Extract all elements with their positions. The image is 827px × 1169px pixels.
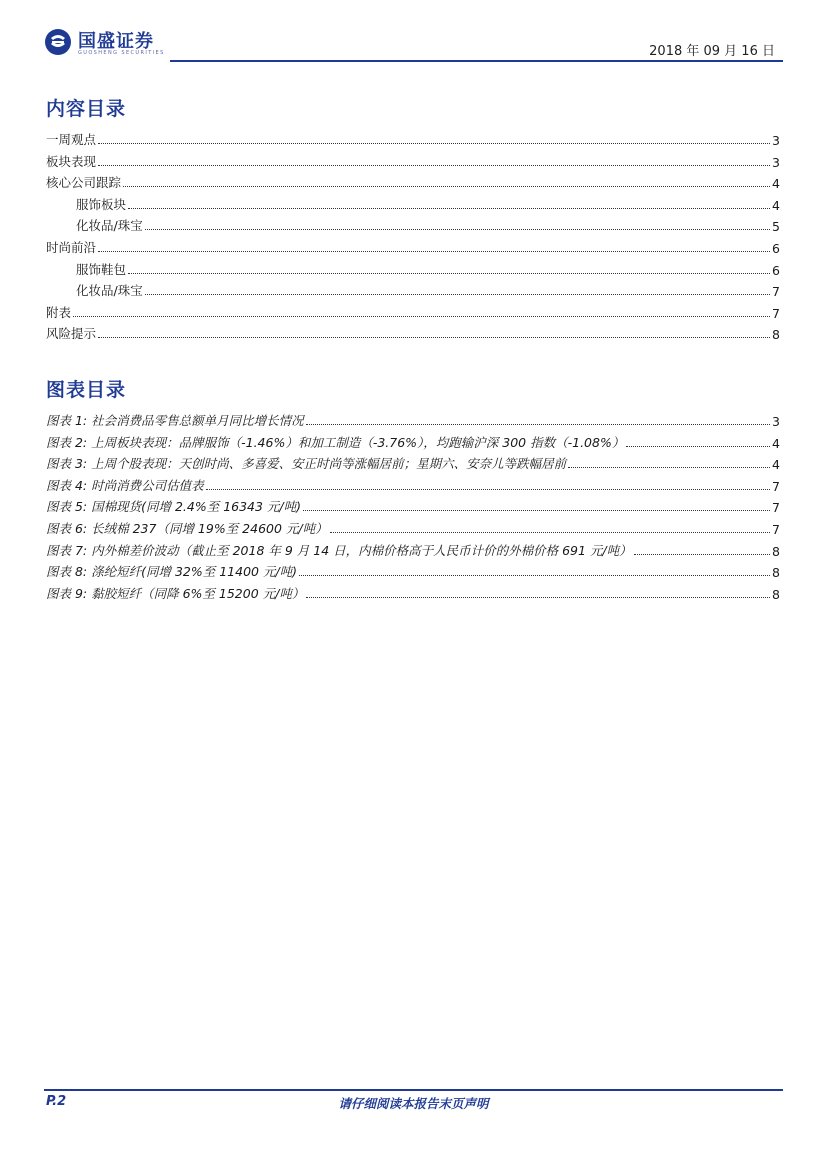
dot-leader — [128, 207, 770, 209]
dot-leader — [634, 553, 770, 555]
figure-entry-page: 8 — [772, 543, 780, 559]
dot-leader — [98, 164, 770, 166]
toc-title: 内容目录 — [46, 98, 127, 120]
figure-entry[interactable] — [46, 431, 780, 451]
dot-leader — [303, 509, 770, 511]
toc-entry-label: 附表 — [46, 304, 72, 320]
toc-entry-label: 风险提示 — [46, 326, 97, 342]
report-date: 2018 年 09 月 16 日 — [649, 44, 775, 59]
figure-entry-label: 图表 7: 内外棉差价波动（截止至 2018 年 9 月 14 日，内棉价格高于人民币计价的外棉价格 691 元/吨） — [46, 542, 632, 558]
figure-entry-label: 图表 5: 国棉现货(同增 2.4%至 16343 元/吨) — [46, 499, 302, 515]
toc-entry[interactable] — [76, 193, 780, 213]
figure-entry-label: 图表 1: 社会消费品零售总额单月同比增长情况 — [46, 413, 304, 428]
toc-entry-page: 6 — [772, 262, 780, 278]
toc-entry-page: 5 — [772, 219, 780, 235]
figure-entry-label: 图表 2: 上周板块表现：品牌服饰（-1.46%）和加工制造（-3.76%），均跑输沪深 300 指数（-1.08%） — [46, 434, 625, 450]
dot-leader — [145, 293, 770, 295]
figure-entry[interactable] — [46, 517, 780, 537]
toc-entry[interactable] — [76, 258, 780, 278]
figure-entry-label: 图表 8: 涤纶短纤(同增 32%至 11400 元/吨) — [46, 564, 298, 580]
toc-entry-page: 4 — [772, 197, 780, 213]
toc-entry-label: 服饰鞋包 — [76, 261, 127, 277]
toc-entry-label: 核心公司跟踪 — [46, 175, 122, 191]
dot-leader — [98, 250, 770, 252]
dot-leader — [128, 272, 770, 274]
figure-entry-page: 4 — [772, 457, 780, 473]
toc-entry[interactable] — [46, 322, 780, 342]
figure-entry-label: 图表 9: 黏胶短纤（同降 6%至 15200 元/吨） — [46, 585, 305, 601]
figure-entry-page: 7 — [772, 478, 780, 494]
dot-leader — [330, 531, 770, 533]
toc-entry-label: 化妆品/珠宝 — [76, 283, 143, 299]
toc-entry-label: 化妆品/珠宝 — [76, 218, 143, 234]
page-number: P.2 — [46, 1094, 67, 1109]
dot-leader — [306, 423, 770, 425]
figure-entry-label: 图表 4: 时尚消费公司估值表 — [46, 477, 204, 493]
figure-entry-page: 3 — [772, 414, 780, 429]
figure-entry-label: 图表 3: 上周个股表现：天创时尚、多喜爱、安正时尚等涨幅居前；星期六、安奈儿等跌幅居前 — [46, 456, 567, 472]
figure-entry-label: 图表 6: 长绒棉 237（同增 19%至 24600 元/吨） — [46, 521, 328, 536]
toc-entry-label: 时尚前沿 — [46, 240, 97, 255]
toc-entry[interactable] — [46, 236, 780, 256]
figure-entry-page: 7 — [772, 500, 780, 516]
figure-entry[interactable] — [46, 495, 780, 515]
dot-leader — [568, 466, 770, 468]
figure-entry[interactable] — [46, 409, 780, 429]
toc-entry-label: 一周观点 — [46, 132, 97, 147]
toc-entry-page: 3 — [772, 133, 780, 148]
dot-leader — [98, 142, 770, 144]
figure-entry[interactable] — [46, 474, 780, 494]
toc-entry[interactable] — [46, 301, 780, 321]
dot-leader — [206, 488, 770, 490]
figure-entry-page: 8 — [772, 565, 780, 581]
disclaimer-note: 请仔细阅读本报告末页声明 — [338, 1096, 489, 1111]
toc-entry-page: 7 — [772, 284, 780, 300]
logo-subtext: GUOSHENG SECURITIES — [78, 50, 165, 56]
toc-entry-page: 6 — [772, 241, 780, 256]
toc-entry-label: 服饰板块 — [76, 196, 127, 212]
figure-entry[interactable] — [46, 582, 780, 602]
figure-entry-page: 4 — [772, 435, 780, 451]
toc-entry-page: 8 — [772, 327, 780, 343]
toc-entry-page: 7 — [772, 305, 780, 321]
toc-entry-label: 板块表现 — [46, 153, 97, 169]
dot-leader — [73, 315, 770, 317]
toc-entry[interactable] — [46, 171, 780, 191]
dot-leader — [123, 185, 770, 187]
footer-divider — [44, 1089, 783, 1091]
logo-icon — [44, 28, 72, 56]
header-divider — [170, 60, 783, 62]
toc-entry[interactable] — [76, 214, 780, 234]
toc-entry-page: 4 — [772, 176, 780, 192]
figure-entry[interactable] — [46, 452, 780, 472]
dot-leader — [98, 336, 770, 338]
dot-leader — [626, 445, 770, 447]
figures-title: 图表目录 — [46, 379, 127, 401]
toc-entry[interactable] — [76, 279, 780, 299]
figure-entry-page: 8 — [772, 586, 780, 602]
figure-entry[interactable] — [46, 560, 780, 580]
logo-text: 国盛证券 — [78, 31, 154, 52]
figure-entry[interactable] — [46, 539, 780, 559]
figure-entry-page: 7 — [772, 522, 780, 537]
toc-entry[interactable] — [46, 150, 780, 170]
page-header — [44, 22, 783, 64]
dot-leader — [299, 574, 770, 576]
dot-leader — [145, 228, 770, 230]
dot-leader — [306, 596, 770, 598]
toc-entry-page: 3 — [772, 154, 780, 170]
toc-entry[interactable] — [46, 128, 780, 148]
